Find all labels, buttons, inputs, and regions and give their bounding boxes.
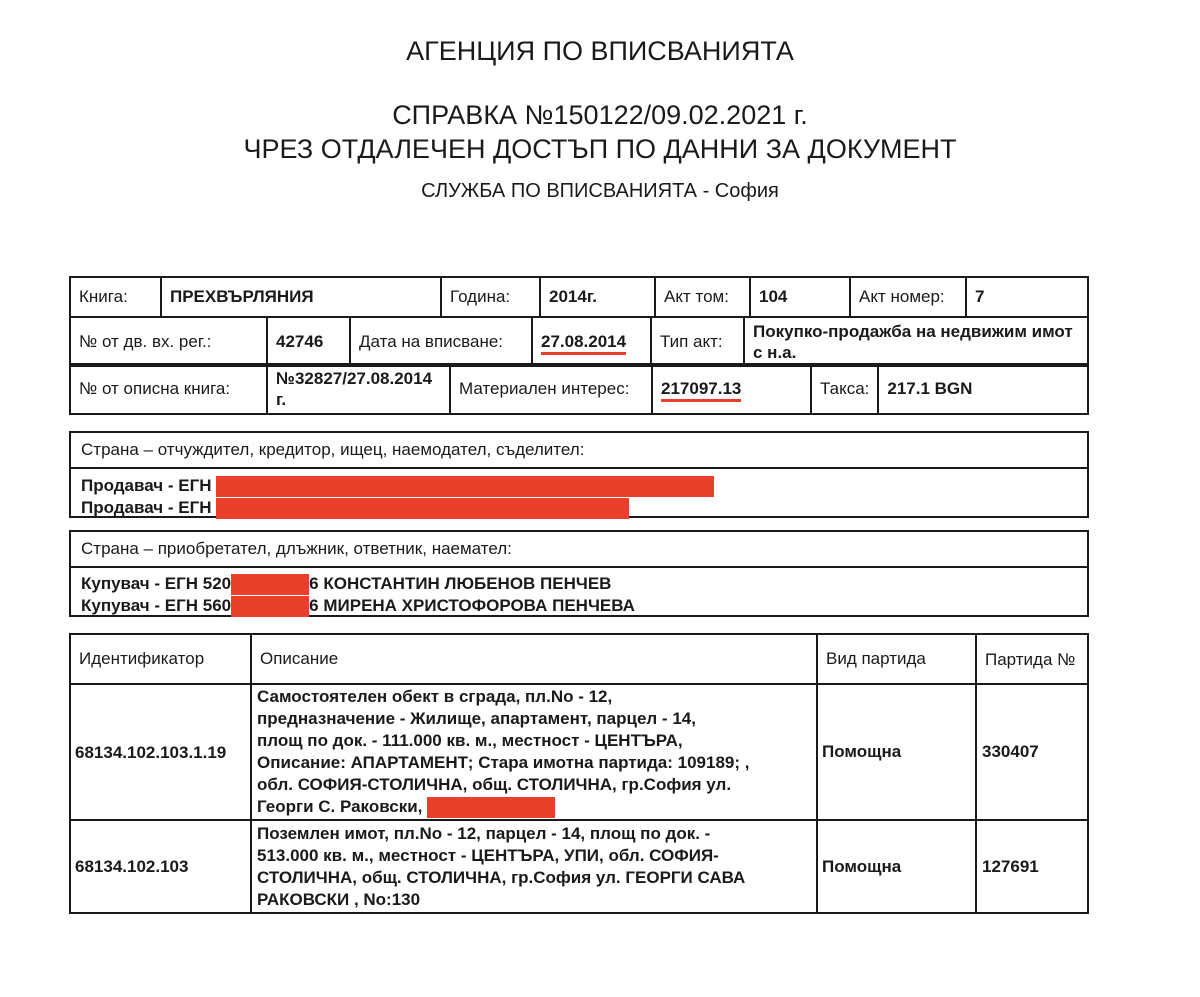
inventory-label: № от описна книга: [70,364,267,414]
volume-label: Акт том: [655,277,750,317]
col-header-type: Вид партида [817,634,976,684]
certificate-title: СПРАВКА №150122/09.02.2021 г. [392,100,808,130]
col-header-id: Идентификатор [70,634,251,684]
act-type-value: Покупко-продажба на недвижим имот с н.а. [744,317,1088,366]
seller-line: Продавач - ЕГН [71,497,1087,519]
inventory-value: №32827/27.08.2014г. [267,364,450,414]
document-info-table-row2 [69,316,1089,367]
fee-value: 217.1 BGN [878,364,1088,414]
agency-title: АГЕНЦИЯ ПО ВПИСВАНИЯТА [406,36,794,66]
book-label: Книга: [70,277,161,317]
certificate-subtitle: ЧРЕЗ ОТДАЛЕЧЕН ДОСТЪП ПО ДАННИ ЗА ДОКУМЕНТ [243,134,957,164]
table-row [70,684,1088,820]
buyer-name: МИРЕНА ХРИСТОФОРОВА ПЕНЧЕВА [323,596,635,615]
year-label: Година: [441,277,540,317]
redaction-mark [231,574,309,595]
property-type: Помощна [817,820,976,913]
buyer-line: Купувач - ЕГН 520 6 КОНСТАНТИН ЛЮБЕНОВ ПЕНЧЕВ [71,573,1087,595]
property-lot: 330407 [976,684,1088,820]
inreg-value: 42746 [267,317,350,366]
properties-header-row [70,634,1088,684]
property-lot: 127691 [976,820,1088,913]
col-header-lot: Партида № [976,634,1088,684]
property-description: Самостоятелен обект в сграда, пл.No - 12, предназначение - Жилище, апартамент, парцел - 14, площ по док. - 111.000 кв. м., местност - ЦЕНТЪРА, Описание: АПАРТАМЕНТ; Стара имотна партида: 109189; , обл. СОФИЯ-СТОЛИЧНА, общ. СТОЛИЧНА, гр.София ул. Георги С. Раковски, [251,684,817,820]
year-value: 2014г. [540,277,655,317]
redaction-mark [216,498,629,519]
act-number-label: Акт номер: [850,277,966,317]
entry-date-label: Дата на вписване: [350,317,532,366]
entry-date-value: 27.08.2014 [541,332,626,355]
act-number-value: 7 [966,277,1088,317]
seller-line: Продавач - ЕГН [71,475,1087,497]
buyer-name: КОНСТАНТИН ЛЮБЕНОВ ПЕНЧЕВ [323,574,612,593]
book-value: ПРЕХВЪРЛЯНИЯ [161,277,441,317]
acquirer-party [69,530,1089,617]
redaction-mark [216,476,714,497]
material-label: Материален интерес: [450,364,652,414]
inreg-label: № от дв. вх. рег.: [70,317,267,366]
acquirer-heading: Страна – приобретател, длъжник, ответник, наемател: [71,532,1087,568]
property-id: 68134.102.103.1.19 [70,684,251,820]
transferor-party [69,431,1089,518]
properties-table [69,633,1089,914]
buyer-line: Купувач - ЕГН 560 6 МИРЕНА ХРИСТОФОРОВА ПЕНЧЕВА [71,595,1087,617]
material-value: 217097.13 [661,379,741,402]
document-info-table-row3 [69,363,1089,415]
transferor-heading: Страна – отчуждител, кредитор, ищец, наемодател, съделител: [71,433,1087,469]
property-description: Поземлен имот, пл.No - 12, парцел - 14, площ по док. - 513.000 кв. м., местност - ЦЕНТЪРА, УПИ, обл. СОФИЯ- СТОЛИЧНА, общ. СТОЛИЧНА, гр.София ул. ГЕОРГИ САВА РАКОВСКИ , No:130 [251,820,817,913]
volume-value: 104 [750,277,850,317]
col-header-description: Описание [251,634,817,684]
service-office: СЛУЖБА ПО ВПИСВАНИЯТА - София [421,180,779,202]
redaction-mark [231,596,309,617]
fee-label: Такса: [811,364,878,414]
act-type-label: Тип акт: [651,317,744,366]
table-row [70,820,1088,913]
redaction-mark [427,797,555,818]
property-id: 68134.102.103 [70,820,251,913]
property-type: Помощна [817,684,976,820]
document-info-table [69,276,1089,318]
